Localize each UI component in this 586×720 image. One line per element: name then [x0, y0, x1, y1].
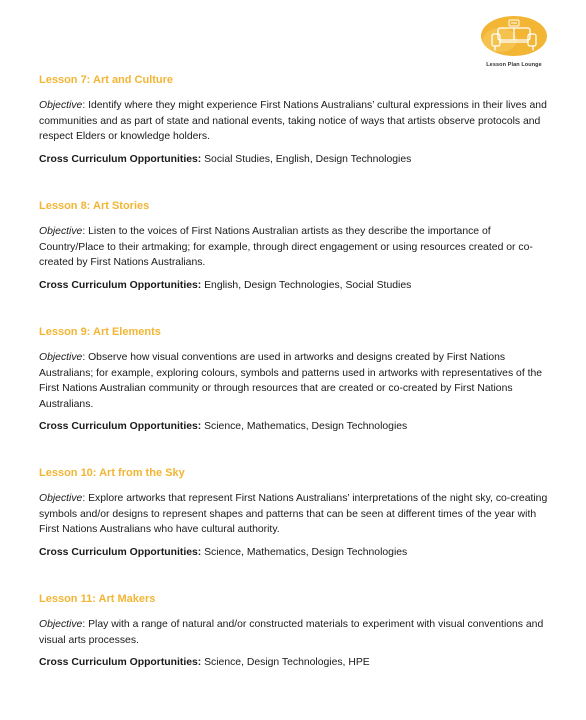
cross-curriculum-label: Cross Curriculum Opportunities:	[39, 153, 202, 165]
lesson-11	[39, 593, 549, 693]
lesson-title: Lesson 9: Art Elements	[39, 326, 161, 338]
lesson-objective	[39, 350, 549, 412]
objective-label: Objective	[39, 493, 83, 504]
cross-curriculum-subjects: Science, Mathematics, Design Technologies	[201, 546, 408, 558]
objective-label: Objective	[39, 100, 83, 111]
brand-logo	[478, 14, 550, 74]
lesson-title: Lesson 7: Art and Culture	[39, 74, 174, 86]
cross-curriculum	[39, 420, 549, 434]
cross-curriculum	[39, 153, 549, 167]
cross-curriculum-label: Cross Curriculum Opportunities:	[39, 546, 202, 558]
cross-curriculum-subjects: Social Studies, English, Design Technologies	[201, 153, 412, 165]
sofa-icon	[478, 14, 550, 64]
logo-text: Lesson Plan Lounge	[486, 62, 542, 68]
lesson-10	[39, 467, 549, 593]
lesson-title: Lesson 10: Art from the Sky	[39, 467, 185, 479]
objective-label: Objective	[39, 352, 83, 363]
lesson-title: Lesson 11: Art Makers	[39, 593, 156, 605]
objective-label: Objective	[39, 226, 83, 237]
lesson-7	[39, 74, 549, 200]
objective-text: : Explore artworks that represent First Nations Australians’ interpretations of the night sky, co-creating symbols and/or designs to represent shapes and patterns that can be seen at different times of the year with First Nations Australians who have cultural authority.	[39, 493, 548, 536]
objective-text: : Observe how visual conventions are used in artworks and designs created by First Nations Australians; for example, exploring colours, symbols and patterns used in artworks with representatives of the First Nations Australian community or through resources that are created or co-created by First Nations Australians.	[39, 352, 543, 410]
objective-text: : Identify where they might experience First Nations Australians’ cultural expressions in their lives and communities and as part of state and national events, taking notice of ways that artists observe protocols and respect Elders or knowledge holders.	[39, 100, 547, 143]
objective-text: : Listen to the voices of First Nations Australian artists as they describe the importance of Country/Place to their artmaking; for example, through direct engagement or using resources created or co-created by First Nations Australians.	[39, 226, 533, 269]
objective-label: Objective	[39, 619, 83, 630]
cross-curriculum	[39, 279, 549, 293]
lesson-9	[39, 326, 549, 467]
cross-curriculum-label: Cross Curriculum Opportunities:	[39, 657, 202, 669]
lesson-objective	[39, 491, 549, 538]
lesson-title: Lesson 8: Art Stories	[39, 200, 150, 212]
lesson-objective	[39, 617, 549, 648]
lesson-objective	[39, 224, 549, 271]
cross-curriculum-label: Cross Curriculum Opportunities:	[39, 421, 202, 433]
cross-curriculum-subjects: English, Design Technologies, Social Studies	[201, 279, 412, 291]
cross-curriculum-label: Cross Curriculum Opportunities:	[39, 279, 202, 291]
lesson-objective	[39, 98, 549, 145]
lesson-list	[39, 74, 549, 693]
cross-curriculum	[39, 546, 549, 560]
cross-curriculum-subjects: Science, Mathematics, Design Technologies	[201, 421, 408, 433]
cross-curriculum-subjects: Science, Design Technologies, HPE	[201, 657, 370, 669]
lesson-8	[39, 200, 549, 326]
objective-text: : Play with a range of natural and/or constructed materials to experiment with visual conventions and visual arts processes.	[39, 619, 544, 646]
cross-curriculum	[39, 656, 549, 670]
